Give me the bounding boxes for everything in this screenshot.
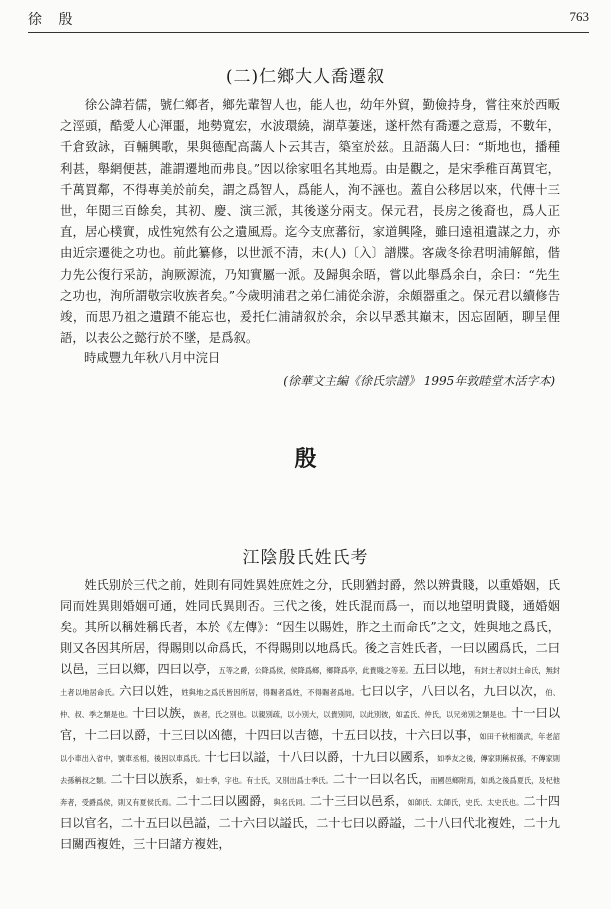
surname-study-body <box>60 575 560 855</box>
header-rule <box>28 32 589 33</box>
inline-annotation: 有封土者以封土命氏，無封土者以地居命氏。 <box>60 666 560 697</box>
inline-annotation: 與名氏同。 <box>273 798 310 807</box>
running-header <box>0 0 611 32</box>
inline-annotation: 伯、仲、叔、季之類是也。 <box>60 688 560 719</box>
inline-annotation: 如田千秋相漢武，年老詔以小車出入省中，號車丞相，後因以車爲氏。 <box>60 732 560 763</box>
migration-preface-paragraph: 徐公諱若儒，號仁鄉者，鄉先輩智人也，能人也，幼年外貿，勤儉持身，嘗往來於西畈之涇頭，酷愛人心渾噩，地勢寬宏，水波環繞，湖草萋迷，遂杆然有喬遷之意焉，不數年，千倉致詠，百輛興歌，果與德配高藹人卜云其吉，築室於兹。且語藹人曰：“斯地也，播種利甚，舉網便甚，誰謂遷地而弗良。”因以徐家咀名其地焉。由是觀之，是宋季稚百萬買宅，千萬買鄰，不得專美於前矣，謂之爲智人，爲能人，洵不誣也。蓋自公移居以來，代傳十三世，年閲三百餘矣，其初、慶、演三派，其後遂分兩支。保元君，長房之後裔也，爲人正直，居心樸實，成性宛然有公之遺風焉。迄今支庶蕃衍，家道興隆，雖曰遠祖遺謀之力，亦由近宗遷徙之功也。前此纂修，以世派不清，未(人)〔入〕譜牒。客歲冬徐君明浦解館，偕力先公復行采訪，詢厥源流，乃知實屬一派。及歸與余晤，嘗以此舉爲余白，余曰：“先生之功也，洵所謂敬宗收族者矣。”今歲明浦君之弟仁浦從余游，余頗器重之。保元君以續修告竣，而思乃祖之遺蹟不能忘也，爰托仁浦請叙於余，余以早悉其巔末，因忘固陋，聊呈俚語，以表公之懿行於不墜，是爲叙。 <box>60 97 560 346</box>
running-title: 徐 殷 <box>28 12 79 28</box>
section-title-migration: (二)仁鄉大人喬遷叙 <box>225 67 386 87</box>
migration-preface-body <box>60 94 560 348</box>
inline-annotation: 如季友之後，傳家則稱叔孫，不傳家則去孫稱叔之類。 <box>60 754 560 785</box>
inline-annotation: 族者，氏之別也。以親別疏，以小別大，以貴別同，以此別彼，如孟氏、仲氏，以兄弟別之類是也。 <box>193 710 512 719</box>
section-title-surname-study: 江陰殷氏姓氏考 <box>242 548 369 568</box>
surname-study-paragraph: 姓氏别於三代之前，姓則有同姓異姓庶姓之分，氏則猶封爵，然以辨貴賤，以重婚姻，氏同而姓異則婚姻可通，姓同氏異則否。三代之後，姓氏混而爲一，而以地望明貴賤，通婚姻矣。其所以稱姓稱氏者，本於《左傳》：“因生以賜姓，胙之土而命氏”之文，姓與地之爲氏，則又各因其所居，得賜則以命爲氏，不得賜則以地爲氏。後之言姓氏者，一曰以國爲氏，二曰以邑，三曰以鄉，四曰以亭，五等之爵，公降爲侯，侯降爲鄉，鄉降爲亭，此貴賤之等差。五曰以地，有封土者以封土命氏，無封土者以地居命氏。六曰以姓，姓與地之爲氏皆因所居，得賜者爲姓，不得賜者爲地。七曰以字，八曰以名，九曰以次，伯、仲、叔、季之類是也。十曰以族，族者，氏之別也。以親別疏，以小別大，以貴別同，以此別彼，如孟氏、仲氏，以兄弟別之類是也。十一曰以官，十二曰以爵，十三曰以凶德，十四曰以吉德，十五曰以技，十六曰以事，如田千秋相漢武，年老詔以小車出入省中，號車丞相，後因以車爲氏。十七曰以謚，十八曰以爵，十九曰以國系，如季友之後，傳家則稱叔孫，不傳家則去孫稱叔之類。二十曰以族系，如士季，字也。有士氏，又別出爲士季氏。二十一曰以名氏，而國邑鄉附焉，如禹之後爲夏氏，及杞他奔者，受爵爲侯，則又有夏侯氏焉。二十二曰以國爵，與名氏同。二十三曰以邑系，如師氏、太師氏，史氏、太史氏也。二十四曰以官名，二十五曰以邑謚，二十六曰以謚氏，二十七曰以爵謚，二十八曰代北複姓，二十九曰關西複姓，三十曰諸方複姓， <box>60 578 561 851</box>
page-number: 763 <box>569 9 589 24</box>
clan-heading: 殷 <box>294 446 317 472</box>
inline-annotation: 如士季，字也。有士氏，又別出爲士季氏。 <box>195 776 333 785</box>
inline-annotation: 五等之爵，公降爲侯，侯降爲鄉，鄉降爲亭，此貴賤之等差。 <box>218 666 413 675</box>
source-citation: (徐華文主編《徐氏宗譜》 1995年敦睦堂木活字本) <box>283 374 555 388</box>
date-line: 時咸豐九年秋八月中浣日 <box>84 350 221 365</box>
inline-annotation: 而國邑鄉附焉，如禹之後爲夏氏，及杞他奔者，受爵爲侯，則又有夏侯氏焉。 <box>60 776 560 807</box>
inline-annotation: 如師氏、太師氏，史氏、太史氏也。 <box>407 798 524 807</box>
inline-annotation: 姓與地之爲氏皆因所居，得賜者爲姓，不得賜者爲地。 <box>181 688 360 697</box>
